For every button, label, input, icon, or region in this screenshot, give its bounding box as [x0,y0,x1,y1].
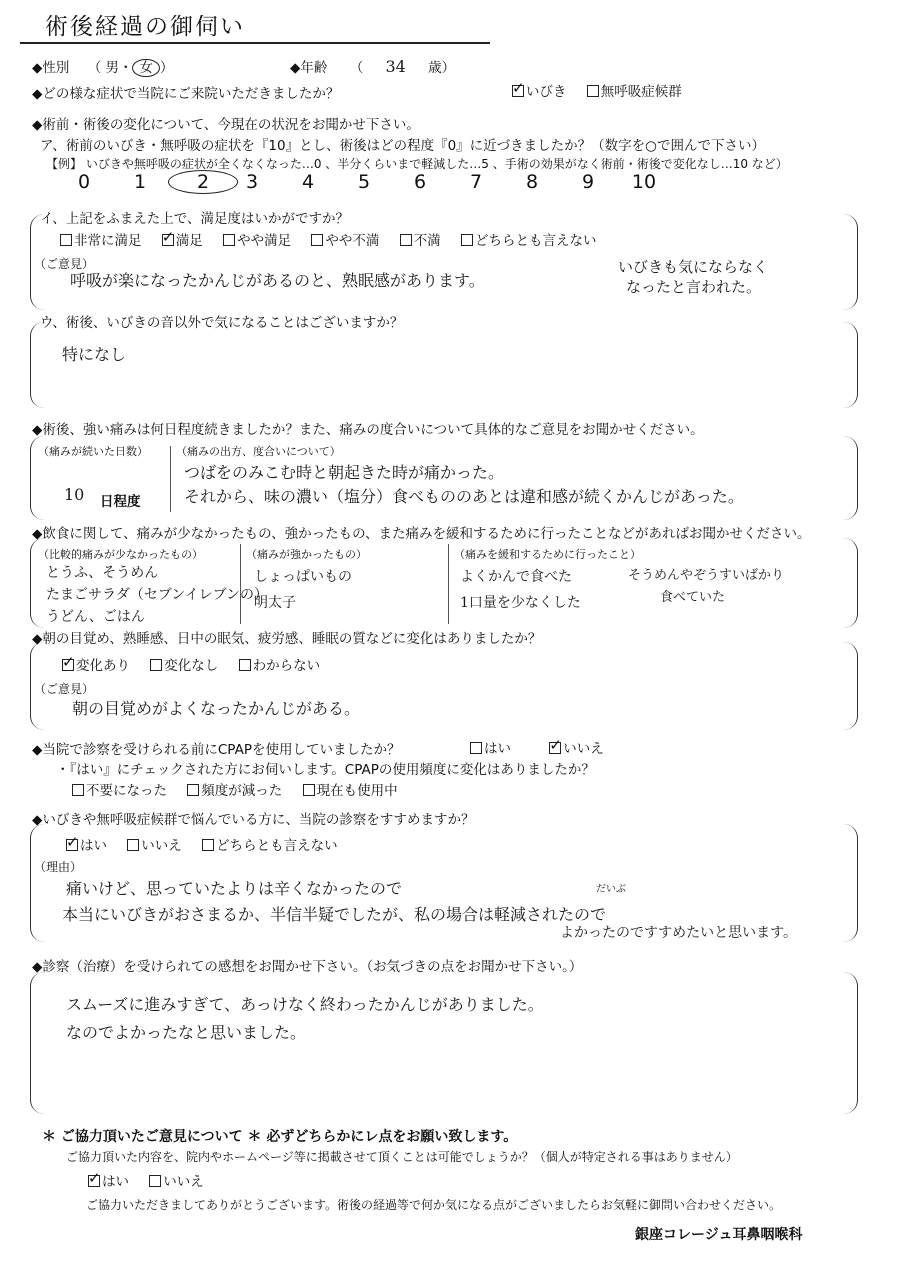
scale-4[interactable]: 4 [301,171,315,193]
sleep-options: ✓変化あり 変化なし わからない [62,654,336,674]
satisfaction-comment-label: （ご意見） [34,257,95,271]
other-frame [30,322,858,408]
change-header: ◆術前・術後の変化について、今現在の状況をお聞かせ下さい。 [32,117,420,133]
recommend-reason-label: （理由） [34,860,83,874]
checkbox-recommend-yes[interactable] [66,839,78,851]
consent-options: ✓はい いいえ [88,1170,220,1190]
scale-1[interactable]: 1 [133,171,147,193]
scale-2[interactable] [168,170,224,194]
food-less-1[interactable]: とうふ、そうめん [46,565,159,581]
change-example: 【例】 いびきや無呼吸の症状が全くなくなった…0 、半分くらいまで軽減した…5 、手術の効果がなく術前・術後で変化なし…10 など） [46,157,788,171]
other-answer[interactable]: 特になし [62,345,127,364]
checkbox-apnea[interactable] [587,85,599,97]
scale-7[interactable]: 7 [469,171,483,193]
symptom-question: ◆どの様な症状で当院にご来院いただきましたか？ [32,86,340,102]
scale-9[interactable]: 9 [581,171,595,193]
food-relief-1[interactable]: よくかんで食べた [460,569,572,585]
scale-0[interactable]: 0 [77,171,91,193]
satisfaction-comment-2[interactable]: いびきも気にならなく [618,258,769,276]
checkbox-consent-yes[interactable] [88,1175,100,1187]
checkbox-cpap-yes[interactable] [470,742,482,754]
cpap-follow: ・『はい』にチェックされた方にお伺いします。CPAPの使用頻度に変化はありましたか？ [56,762,595,778]
checkbox-somewhat-dissatisfied[interactable] [311,234,323,246]
satisfaction-comment-3[interactable]: なったと言われた。 [626,278,762,296]
clinic-name: 銀座コレージュ耳鼻咽喉科 [635,1227,803,1243]
food-strong-2[interactable]: 明太子 [254,595,296,611]
checkbox-unchanged[interactable] [150,659,162,671]
pain-degree-1[interactable]: つばをのみこむ時と朝起きた時が痛かった。 [184,463,505,482]
checkbox-changed[interactable] [62,659,74,671]
gender-female-selected[interactable]: 女 [132,59,160,77]
gender-row: ◆性別 （ 男・ 女 ） [32,60,174,76]
cpap-question: ◆当院で診察を受けられる前にCPAPを使用していましたか？ [32,742,401,758]
food-strong-label: （痛みが強かったもの） [246,548,367,561]
symptom-options: ✓ いびき 無呼吸症候群 [512,80,698,100]
food-divider-2 [448,544,449,624]
recommend-reason-3[interactable]: よかったのですすめたいと思います。 [560,925,798,941]
scale-5[interactable]: 5 [357,171,371,193]
cpap-follow-options: 不要になった 頻度が減った 現在も使用中 [72,779,414,799]
food-less-3[interactable]: うどん、ごはん [46,609,145,625]
impression-line-2[interactable]: なのでよかったなと思いました。 [66,1023,307,1042]
consent-question: ご協力頂いた内容を、院内やホームページ等に掲載させて頂くことは可能でしょうか？（個人が特定される事はありません） [66,1150,738,1164]
change-scale [56,170,672,194]
other-question: ウ、術後、いびきの音以外で気になることはございますか？ [40,315,404,331]
title-underline [20,42,490,44]
change-sub-a: ア、術前のいびき・無呼吸の症状を『10』とし、術後はどの程度『0』に近づきましたか？（数字を○で囲んで下さい） [40,138,765,154]
satisfaction-comment[interactable]: 呼吸が楽になったかんじがあるのと、熟眠感があります。 [70,271,485,290]
food-question: ◆飲食に関して、痛みが少なかったもの、強かったもの、また痛みを緩和するために行ったことなどがあればお聞かせください。 [32,526,811,542]
food-relief-2[interactable]: 1口量を少なくした [460,595,581,611]
scale-10[interactable]: 10 [631,171,657,193]
cpap-options: はい ✓ いいえ [470,737,620,757]
checkbox-satisfied[interactable] [162,234,174,246]
sleep-question: ◆朝の目覚め、熟睡感、日中の眠気、疲労感、睡眠の質などに変化はありましたか？ [32,631,542,647]
checkbox-no-longer-needed[interactable] [72,784,84,796]
impression-line-1[interactable]: スムーズに進みすぎて、あっけなく終わったかんじがありました。 [66,995,544,1014]
checkbox-dissatisfied[interactable] [400,234,412,246]
satisfaction-question: イ、上記をふまえた上で、満足度はいかがですか？ [40,211,350,227]
sleep-comment-label: （ご意見） [34,682,95,696]
food-relief-label: （痛みを緩和するために行ったこと） [454,548,641,561]
pain-days-unit: 日程度 [100,494,141,510]
gender-male[interactable]: 男 [105,60,119,76]
checkbox-consent-no[interactable] [149,1175,161,1187]
food-less-2[interactable]: たまごサラダ（セブンイレブンの） [46,587,269,603]
consent-header: ＊ ご協力頂いたご意見について ＊ 必ずどちらかにレ点をお願い致します。 [42,1129,518,1145]
scale-8[interactable]: 8 [525,171,539,193]
recommend-ruby[interactable]: だいぶ [596,884,626,895]
scale-selected[interactable]: 2 [168,170,238,194]
pain-days-label: （痛みが続いた日数） [38,445,148,458]
pain-degree-label: （痛みの出方、度合いについて） [176,445,341,458]
page-title: 術後経過の御伺い [45,14,245,40]
recommend-reason-1[interactable]: 痛いけど、思っていたよりは辛くなかったので [66,879,403,898]
pain-divider [170,446,171,512]
recommend-question: ◆いびきや無呼吸症候群で悩んでいる方に、当院の診察をすすめますか？ [32,812,475,828]
food-divider-1 [240,544,241,624]
pain-days-value[interactable]: 10 [64,485,85,504]
checkbox-less-often[interactable] [187,784,199,796]
checkbox-very-satisfied[interactable] [60,234,72,246]
thanks-message: ご協力いただきましてありがとうございます。術後の経過等で何か気になる点がございましたらお気軽に御問い合わせください。 [86,1198,782,1212]
checkbox-recommend-neither[interactable] [202,839,214,851]
scale-6[interactable]: 6 [413,171,427,193]
food-less-label: （比較的痛みが少なかったもの） [38,548,203,561]
impression-question: ◆診察（治療）を受けられての感想をお聞かせ下さい。（お気づきの点をお聞かせ下さい。） [32,959,583,975]
pain-degree-2[interactable]: それから、味の濃い（塩分）食べもののあとは違和感が続くかんじがあった。 [184,487,744,506]
age-row: ◆年齢 （ 34 歳） [290,57,456,76]
checkbox-somewhat-satisfied[interactable] [223,234,235,246]
checkbox-snoring[interactable] [512,85,524,97]
food-strong-1[interactable]: しょっぱいもの [254,569,352,585]
checkbox-recommend-no[interactable] [127,839,139,851]
satisfaction-options: 非常に満足 ✓ 満足 やや満足 やや不満 不満 どちらとも言えない [60,229,612,249]
pain-question: ◆術後、強い痛みは何日程度続きましたか？また、痛みの度合いについて具体的なご意見をお聞かせください。 [32,422,704,438]
sleep-comment[interactable]: 朝の目覚めがよくなったかんじがある。 [72,699,361,718]
checkbox-unknown[interactable] [239,659,251,671]
checkbox-neither[interactable] [461,234,473,246]
recommend-options: ✓はい いいえ どちらとも言えない [66,834,354,854]
checkbox-still-using[interactable] [303,784,315,796]
checkbox-cpap-no[interactable] [549,742,561,754]
scale-3[interactable]: 3 [245,171,259,193]
age-value[interactable]: 34 [385,57,406,76]
recommend-reason-2[interactable]: 本当にいびきがおさまるか、半信半疑でしたが、私の場合は軽減されたので [62,905,607,924]
food-relief-4[interactable]: 食べていた [660,590,726,605]
food-relief-3[interactable]: そうめんやぞうすいばかり [628,568,785,583]
